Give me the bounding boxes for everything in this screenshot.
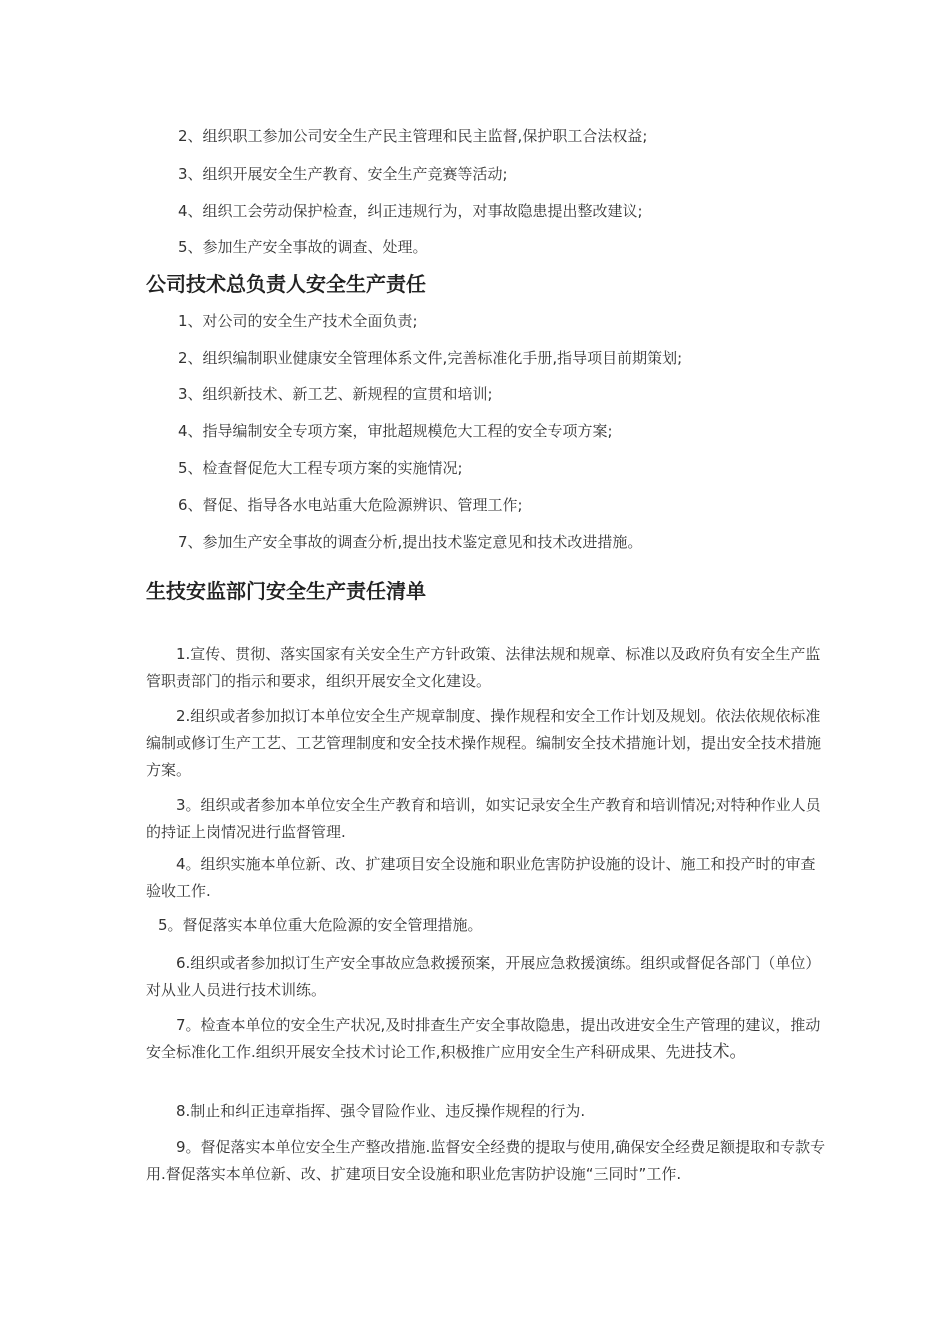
paragraph: 2.组织或者参加拟订本单位安全生产规章制度、操作规程和安全工作计划及规划。依法依规依标准编制或修订生产工艺、工艺管理制度和安全技术操作规程。编制安全技术措施计划，提出安全技术措施方案。: [146, 707, 822, 779]
list-item: 2、组织职工参加公司安全生产民主管理和民主监督,保护职工合法权益;: [178, 127, 648, 145]
list-item: 4、指导编制安全专项方案，审批超规模危大工程的安全专项方案;: [178, 422, 613, 440]
list-item: 2、组织编制职业健康安全管理体系文件,完善标准化手册,指导项目前期策划;: [178, 349, 683, 367]
paragraph-text: 7。检查本单位的安全生产状况,及时排查生产安全事故隐患，提出改进安全生产管理的建议，推动安全标准化工作.组织开展安全技术讨论工作,积极推广应用安全生产科研成果、先进: [146, 1016, 821, 1061]
section-heading-safety-dept: 生技安监部门安全生产责任清单: [146, 579, 426, 603]
paragraph: 6.组织或者参加拟订生产安全事故应急救援预案，开展应急救援演练。组织或督促各部门（单位）对从业人员进行技术训练。: [146, 954, 821, 999]
paragraph-tail: 技术。: [695, 1042, 747, 1062]
list-item: 6、督促、指导各水电站重大危险源辨识、管理工作;: [178, 496, 523, 514]
list-item: 4、组织工会劳动保护检查，纠正违规行为，对事故隐患提出整改建议;: [178, 202, 643, 220]
paragraph: [146, 1012, 826, 1066]
paragraph: 4。组织实施本单位新、改、扩建项目安全设施和职业危害防护设施的设计、施工和投产时的审查验收工作.: [146, 855, 816, 900]
paragraph: 1.宣传、贯彻、落实国家有关安全生产方针政策、法律法规和规章、标准以及政府负有安全生产监管职责部门的指示和要求，组织开展安全文化建设。: [146, 645, 821, 690]
list-item: 7、参加生产安全事故的调查分析,提出技术鉴定意见和技术改进措施。: [178, 533, 643, 551]
list-item: 1、对公司的安全生产技术全面负责;: [178, 312, 418, 330]
paragraph: 5。督促落实本单位重大危险源的安全管理措施。: [158, 916, 483, 934]
section-heading-tech-lead: 公司技术总负责人安全生产责任: [146, 272, 426, 296]
list-item: 5、检查督促危大工程专项方案的实施情况;: [178, 459, 463, 477]
paragraph: 3。组织或者参加本单位安全生产教育和培训，如实记录安全生产教育和培训情况;对特种作业人员的持证上岗情况进行监督管理.: [146, 796, 821, 841]
list-item: 3、组织开展安全生产教育、安全生产竞赛等活动;: [178, 165, 508, 183]
paragraph: 9。督促落实本单位安全生产整改措施.监督安全经费的提取与使用,确保安全经费足额提取和专款专用.督促落实本单位新、改、扩建项目安全设施和职业危害防护设施“三同时”工作.: [146, 1138, 826, 1183]
list-item: 5、参加生产安全事故的调查、处理。: [178, 238, 428, 256]
list-item: 3、组织新技术、新工艺、新规程的宣贯和培训;: [178, 385, 493, 403]
paragraph: 8.制止和纠正违章指挥、强令冒险作业、违反操作规程的行为.: [176, 1102, 586, 1120]
